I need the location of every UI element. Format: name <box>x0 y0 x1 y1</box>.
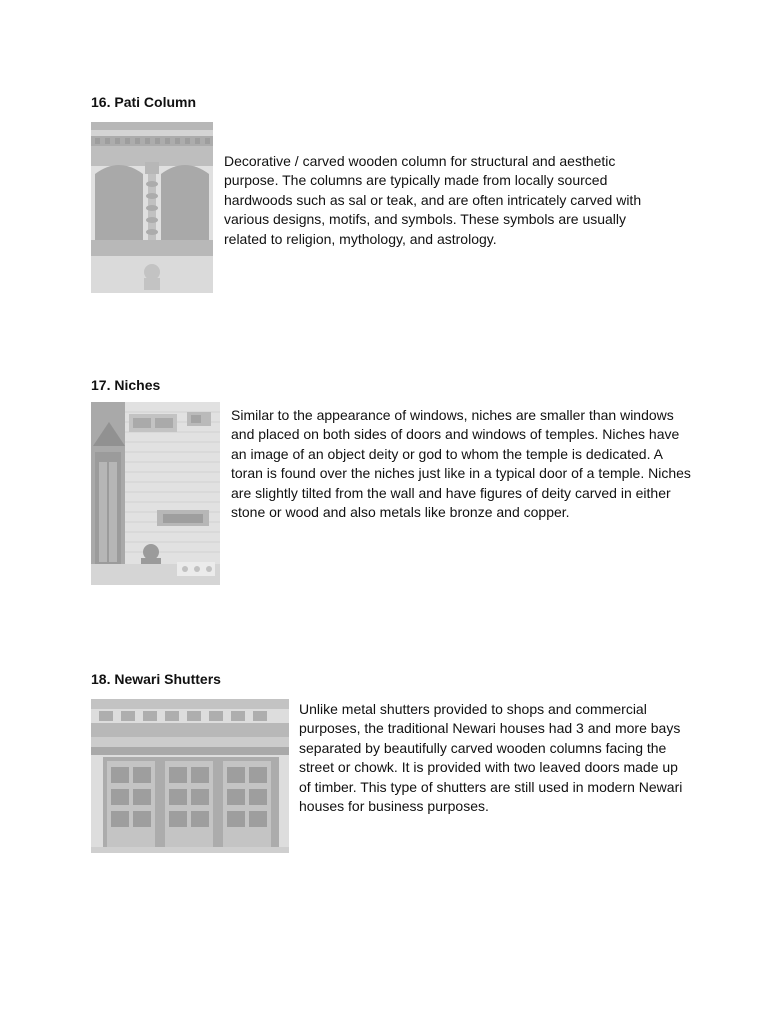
section-heading-pati-column: 16. Pati Column <box>91 94 197 110</box>
section-heading-newari-shutters: 18. Newari Shutters <box>91 671 221 687</box>
section-body-newari-shutters: Unlike metal shutters provided to shops and commercial purposes, the traditional Newari houses had 3 and more bays separated by beautifully carved wooden columns facing the street or chowk. It is provided with two leaved doors made up of timber. This type of shutters are still used in modern Newari houses for business purposes. <box>299 701 683 815</box>
niches-photo <box>91 402 220 585</box>
section-body-pati-column: Decorative / carved wooden column for structural and aesthetic purpose. The columns are typically made from locally sourced hardwoods such as sal or teak, and are often intricately carved with various designs, motifs, and symbols. These symbols are usually related to religion, mythology, and astrology. <box>224 153 642 247</box>
newari-shutters-photo <box>91 699 289 853</box>
section-heading-niches: 17. Niches <box>91 377 161 393</box>
section-body-niches: Similar to the appearance of windows, niches are smaller than windows and placed on both sides of doors and windows of temples. Niches have an image of an object deity or god to whom the temple is dedicated. A toran is found over the niches just like in a typical door of a temple. Niches are slightly tilted from the wall and have figures of deity carved in either stone or wood and also metals like bronze and copper. <box>231 407 691 521</box>
pati-column-photo <box>91 122 213 293</box>
